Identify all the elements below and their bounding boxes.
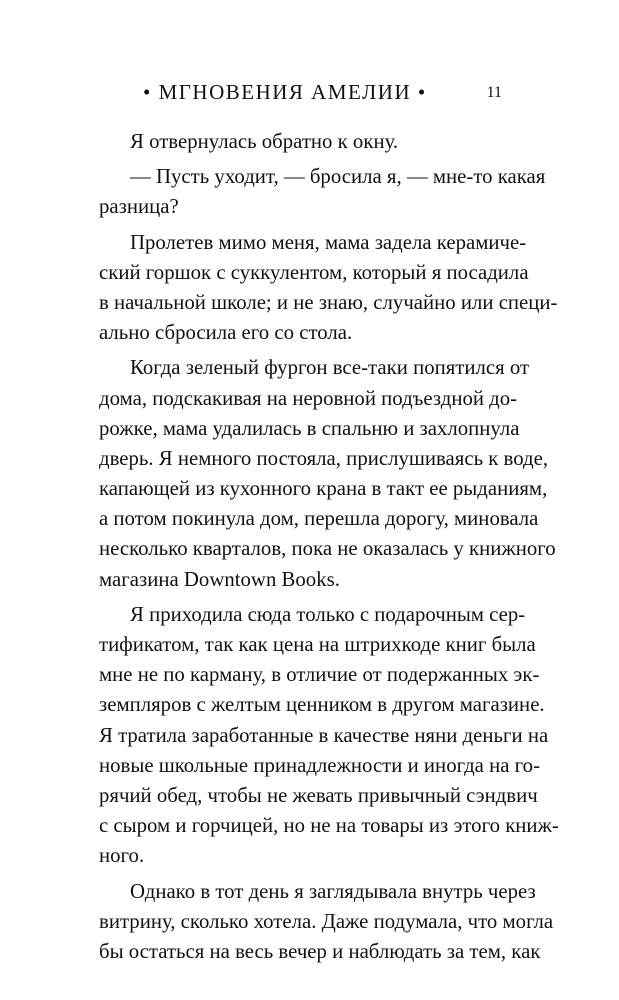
text-line: ский горшок с суккулентом, который я посадила [99,260,529,284]
text-line: разница? [99,195,179,219]
text-line: с сыром и горчицей, но не на товары из этого книж- [99,814,559,838]
text-line: Я тратила заработанные в качестве няни деньги на [99,723,549,747]
paragraph [99,877,554,968]
text-line: — Пусть уходит, — бросила я, — мне-то какая [130,165,546,189]
text-line: дверь. Я немного постояла, прислушиваясь к воде, [99,446,549,470]
text-line: Пролетев мимо меня, мама задела керамиче- [130,230,527,254]
text-line: Когда зеленый фургон все-таки попятился от [130,356,530,380]
running-header [99,80,510,104]
paragraph [99,162,546,222]
text-line: Я отвернулась обратно к окну. [130,130,399,153]
paragraph [99,600,559,872]
text-line: витрину, сколько хотела. Даже подумала, что могла [99,909,554,933]
text-line: несколько кварталов, пока не оказалась у книжного [99,537,556,561]
text-line: мне не по карману, в отличие от подержанных эк- [99,663,540,687]
text-line: дома, подскакивая на неровной подъездной до- [99,386,518,410]
running-title: • МГНОВЕНИЯ АМЕЛИИ • [143,80,427,104]
text-line: в начальной школе; и не знаю, случайно или специ- [99,290,558,314]
text-line: рожке, мама удалилась в спальню и захлопнула [99,416,520,440]
text-line: рячий обед, чтобы не жевать привычный сэндвич [99,783,538,807]
text-line: земпляров с желтым ценником в другом магазине. [99,693,545,717]
paragraph [99,353,556,595]
page-number: 11 [486,84,502,101]
text-line: бы остаться на весь вечер и наблюдать за тем, как [99,939,541,963]
text-line: магазина Downtown Books. [99,567,340,591]
text-line: Однако в тот день я заглядывала внутрь через [130,879,536,903]
text-line: а потом покинула дом, перешла дорогу, миновала [99,507,539,531]
text-line: ально сбросила его со стола. [99,321,353,345]
text-line: Я приходила сюда только с подарочным сер- [130,602,526,626]
text-line: ного. [99,844,145,868]
body-text [99,127,559,972]
text-line: капающей из кухонного крана в такт ее рыданиям, [99,477,548,501]
paragraph [99,127,501,157]
paragraph [99,228,558,349]
text-line: тификатом, так как цена на штрихкоде книг была [99,633,536,656]
text-line: новые школьные принадлежности и иногда на го- [99,753,540,777]
